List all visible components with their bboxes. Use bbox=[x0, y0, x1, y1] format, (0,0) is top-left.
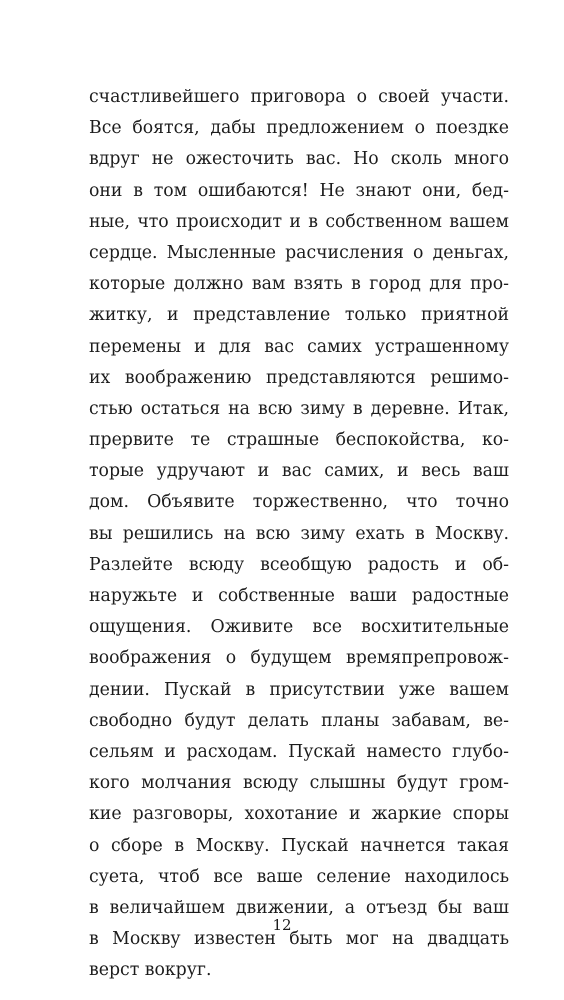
text-line: в величайшем движении, а отъезд бы ваш bbox=[89, 897, 509, 918]
text-line-last: верст вокруг. bbox=[89, 960, 212, 981]
text-line: перемены и для вас самих устрашенному bbox=[89, 336, 509, 357]
text-line: о сборе в Москву. Пускай начнется такая bbox=[89, 835, 509, 856]
text-line: ные, что происходит и в собственном вашем bbox=[89, 211, 509, 232]
text-line: сердце. Мысленные расчисления о деньгах, bbox=[89, 242, 509, 263]
text-line: стью остаться на всю зиму в деревне. Итак, bbox=[89, 398, 509, 419]
text-line: кие разговоры, хохотание и жаркие споры bbox=[89, 804, 509, 825]
text-line: дом. Объявите торжественно, что точно bbox=[89, 492, 509, 513]
text-line: суета, чтоб все ваше селение находилось bbox=[89, 866, 509, 887]
text-line: кого молчания всюду слышны будут гром- bbox=[89, 773, 509, 794]
text-line: счастливейшего приговора о своей участи. bbox=[89, 87, 509, 107]
text-line: сельям и расходам. Пускай наместо глубо- bbox=[89, 741, 509, 762]
text-line: их воображению представляются решимо- bbox=[89, 367, 509, 388]
text-line: в Москву известен быть мог на двадцать bbox=[89, 929, 509, 950]
text-line: дении. Пускай в присутствии уже вашем bbox=[89, 679, 509, 700]
text-line: они в том ошибаются! Не знают они, бед- bbox=[89, 180, 509, 201]
text-line: ощущения. Оживите все восхитительные bbox=[89, 617, 509, 638]
text-line: Разлейте всюду всеобщую радость и об- bbox=[89, 554, 509, 575]
text-line: торые удручают и вас самих, и весь ваш bbox=[89, 461, 509, 482]
text-line: наружьте и собственные ваши радостные bbox=[89, 586, 509, 606]
text-line: Все боятся, дабы предложением о поездке bbox=[89, 118, 509, 139]
text-line: прервите те страшные беспокойства, ко- bbox=[89, 430, 509, 451]
text-line: воображения о будущем времяпрепровож- bbox=[89, 648, 509, 669]
page-number: 12 bbox=[272, 916, 292, 934]
text-line: житку, и представление только приятной bbox=[89, 305, 509, 326]
text-line: вдруг не ожесточить вас. Но сколь много bbox=[89, 149, 509, 170]
text-line: свободно будут делать планы забавам, ве- bbox=[89, 710, 509, 731]
text-line: вы решились на всю зиму ехать в Москву. bbox=[89, 523, 509, 544]
text-line: которые должно вам взять в город для про- bbox=[89, 274, 509, 295]
body-text bbox=[89, 82, 509, 986]
